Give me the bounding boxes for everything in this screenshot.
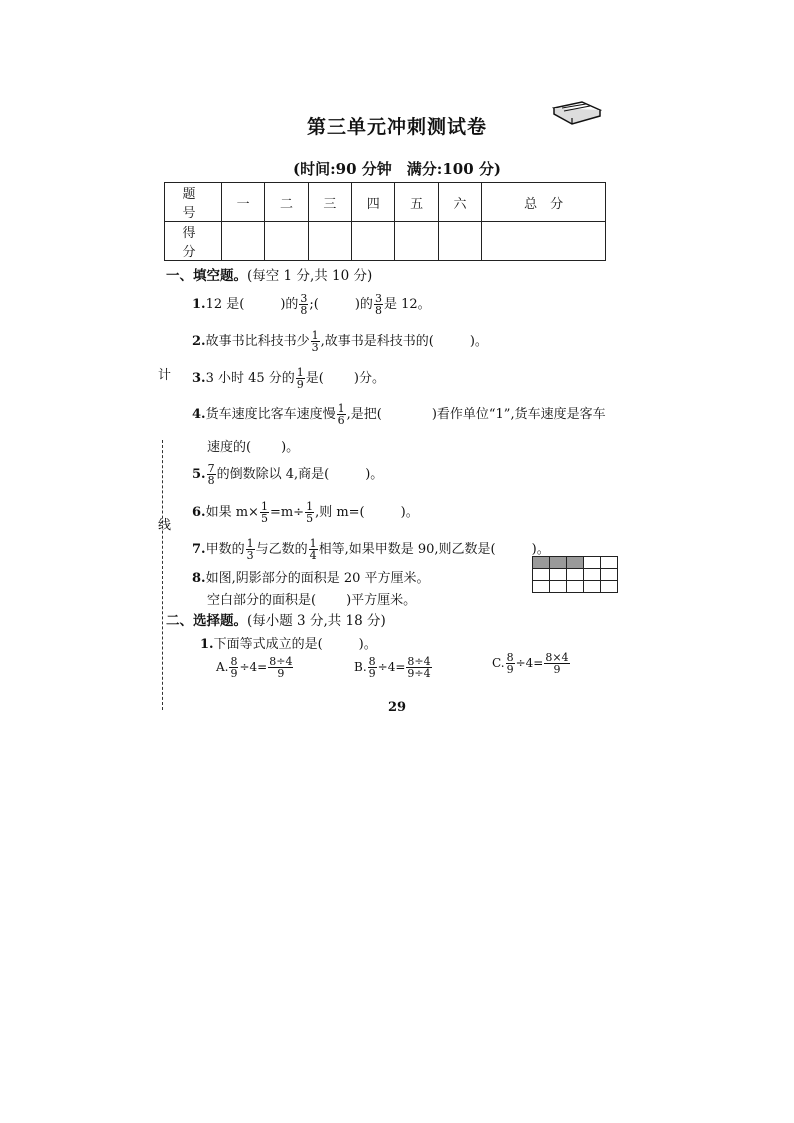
column-header: 总 分	[482, 183, 606, 222]
column-header: 四	[352, 183, 395, 222]
question-8-continued: 空白部分的面积是( )平方厘米。	[207, 593, 417, 608]
option-a[interactable]: A. $\frac{8}{9}$ ÷4= $\frac{8\div 4}{9}$	[216, 655, 293, 680]
margin-char: 计	[158, 368, 172, 383]
column-header: 一	[222, 183, 265, 222]
margin-char: 线	[158, 518, 172, 533]
column-header: 五	[395, 183, 438, 222]
score-cell[interactable]	[265, 222, 308, 261]
score-table	[164, 182, 606, 261]
section-heading: 一、填空题。(每空 1 分,共 10 分)	[166, 268, 373, 284]
question-1: 1.12 是( )的 $\frac{3}{8}$ ;( )的 $\frac{3}{8}$ 是 12。	[192, 292, 431, 317]
page-title: 第三单元冲刺测试卷	[306, 116, 487, 138]
page-number: 29	[387, 700, 407, 715]
column-header: 六	[438, 183, 481, 222]
question-5: 5. $\frac{7}{8}$ 的倒数除以 4,商是( )。	[192, 462, 384, 487]
column-header: 二	[265, 183, 308, 222]
score-cell[interactable]	[395, 222, 438, 261]
score-cell[interactable]	[308, 222, 351, 261]
question-7: 7.甲数的 $\frac{1}{3}$ 与乙数的 $\frac{1}{4}$ 相等,如果甲数是 90,则乙数是( )。	[192, 537, 550, 562]
question-6: 6.如果 m× $\frac{1}{5}$ =m÷ $\frac{1}{5}$ ,则 m=( )。	[192, 500, 419, 525]
shaded-grid-figure	[532, 556, 618, 593]
question-8: 8.如图,阴影部分的面积是 20 平方厘米。	[192, 571, 430, 586]
binding-dashed-line	[162, 440, 163, 710]
section-heading: 二、选择题。(每小题 3 分,共 18 分)	[166, 613, 386, 629]
row-label: 得 分	[165, 222, 222, 261]
table-row	[165, 183, 606, 222]
stapler-icon	[552, 100, 602, 126]
table-row	[165, 222, 606, 261]
option-b[interactable]: B. $\frac{8}{9}$ ÷4= $\frac{8\div 4}{9\div 4}$	[354, 655, 431, 680]
question-2: 2.故事书比科技书少 $\frac{1}{3}$ ,故事书是科技书的( )。	[192, 329, 488, 354]
option-c[interactable]: C. $\frac{8}{9}$ ÷4= $\frac{8\times 4}{9}$	[492, 651, 569, 676]
question-3: 3.3 小时 45 分的 $\frac{1}{9}$ 是( )分。	[192, 366, 385, 391]
question-4-continued: 速度的( )。	[207, 440, 300, 455]
score-cell[interactable]	[222, 222, 265, 261]
score-cell[interactable]	[352, 222, 395, 261]
score-cell[interactable]	[482, 222, 606, 261]
mc-question-1: 1.下面等式成立的是( )。	[200, 637, 377, 652]
column-header: 三	[308, 183, 351, 222]
row-label: 题 号	[165, 183, 222, 222]
score-cell[interactable]	[438, 222, 481, 261]
question-4: 4.货车速度比客车速度慢 $\frac{1}{6}$ ,是把( )看作单位“1”,货车速度是客车	[192, 402, 606, 427]
exam-info: (时间:90 分钟 满分:100 分)	[293, 160, 501, 178]
